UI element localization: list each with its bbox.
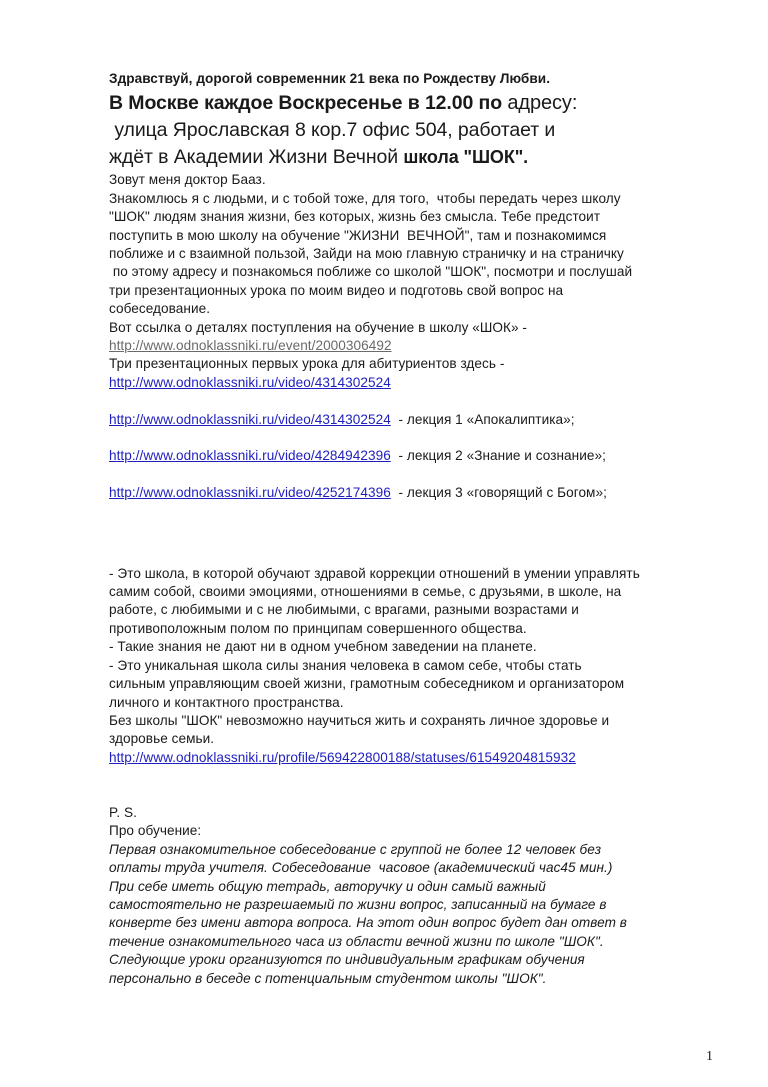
lecture-item: [109, 447, 719, 465]
spacer: [109, 466, 719, 484]
greeting-line: Здравствуй, дорогой современник 21 века по Рождеству Любви.: [109, 71, 551, 86]
school-line: здоровье семьи.: [109, 731, 215, 747]
school-line: личного и контактного пространства.: [109, 694, 344, 710]
academy-line: [109, 144, 719, 171]
ps-line: оплаты труда учителя. Собеседование часовое (академический час45 мин.): [109, 860, 613, 876]
school-name: школа "ШОК".: [403, 147, 529, 168]
presentation-link-line: [109, 374, 719, 392]
presentation-text: Три презентационных первых урока для абитуриентов здесь -: [109, 356, 505, 372]
intro-line: собеседование.: [109, 301, 211, 317]
intro-line: Знакомлюсь я с людьми, и с тобой тоже, для того, чтобы передать через школу: [109, 190, 621, 206]
lecture-title: - лекция 1 «Апокалиптика»;: [390, 411, 575, 427]
school-line: сильным управляющим своей жизни, грамотным собеседником и организатором: [109, 676, 625, 692]
school-line: противоположным полом по принципам совершенного общества.: [109, 620, 527, 636]
spacer: [109, 503, 719, 565]
ps-paragraph: [109, 841, 719, 988]
lecture-item: [109, 411, 719, 429]
address-heading-word: адресу:: [507, 92, 578, 115]
spacer: [109, 767, 719, 804]
spacer: [109, 429, 719, 447]
intro-paragraph: [109, 171, 719, 337]
address-heading: [109, 90, 719, 117]
intro-line: по этому адресу и познакомься поближе со школой "ШОК", посмотри и послушай: [109, 264, 633, 280]
school-line: самим собой, своими эмоциями, отношениями в семье, с друзьями, в школе, на: [109, 584, 622, 600]
ps-line: конверте без имени автора вопроса. На этот один вопрос будет дан ответ в: [109, 915, 627, 931]
document-page: [109, 70, 719, 988]
profile-link-line: [109, 749, 719, 767]
school-line: Без школы "ШОК" невозможно научиться жить и сохранять личное здоровье и: [109, 712, 610, 728]
ps-subtitle: Про обучение:: [109, 823, 202, 839]
intro-line: поближе и с взаимной пользой, Зайди на мою главную страничку и на страничку: [109, 246, 624, 262]
ps-line: персонально в беседе с потенциальным студентом школы "ШОК".: [109, 970, 547, 986]
intro-line: Вот ссылка о деталях поступления на обучение в школу «ШОК» -: [109, 319, 527, 335]
lecture-title: - лекция 2 «Знание и сознание»;: [390, 448, 606, 464]
lecture-link[interactable]: http://www.odnoklassniki.ru/video/4252174396: [109, 485, 391, 501]
lecture-list: [109, 411, 719, 503]
academy-text: ждёт в Академии Жизни Вечной: [109, 146, 404, 169]
address-line: улица Ярославская 8 кор.7 офис 504, работает и: [109, 119, 556, 142]
lecture-link[interactable]: http://www.odnoklassniki.ru/video/4284942396: [109, 448, 391, 464]
profile-link[interactable]: http://www.odnoklassniki.ru/profile/569422800188/statuses/61549204815932: [109, 749, 576, 765]
intro-line: поступить в мою школу на обучение "ЖИЗНИ ВЕЧНОЙ", там и познакомимся: [109, 227, 607, 243]
presentation-link[interactable]: http://www.odnoklassniki.ru/video/4314302524: [109, 374, 391, 390]
lecture-title: - лекция 3 «говорящий с Богом»;: [390, 485, 607, 501]
intro-line: Зовут меня доктор Бааз.: [109, 172, 266, 188]
address-heading-part: В Москве каждое Воскресенье в 12.00 по: [109, 92, 508, 115]
school-line: - Такие знания не дают ни в одном учебном заведении на планете.: [109, 639, 537, 655]
school-line: работе, с любимыми и с не любимыми, с врагами, разными возрастами и: [109, 602, 579, 618]
ps-line: Следующие уроки организуются по индивидуальным графикам обучения: [109, 952, 585, 968]
spacer: [109, 392, 719, 410]
event-link-line: [109, 337, 719, 355]
event-link[interactable]: http://www.odnoklassniki.ru/event/2000306492: [109, 338, 392, 354]
ps-line: течение ознакомительного часа из области вечной жизни по школе "ШОК".: [109, 933, 604, 949]
school-line: - Это уникальная школа силы знания человека в самом себе, чтобы стать: [109, 657, 582, 673]
page-number: 1: [706, 1049, 713, 1064]
intro-line: три презентационных урока по моим видео и подготовь свой вопрос на: [109, 282, 564, 298]
intro-line: "ШОК" людям знания жизни, без которых, жизнь без смысла. Тебе предстоит: [109, 209, 601, 225]
ps-title: P. S.: [109, 804, 137, 820]
ps-line: самостоятельно не разрешаемый по жизни вопрос, записанный на бумаге в: [109, 896, 607, 912]
school-line: - Это школа, в которой обучают здравой коррекции отношений в умении управлять: [109, 565, 640, 581]
lecture-item: [109, 484, 719, 502]
school-paragraph: [109, 565, 719, 749]
lecture-link[interactable]: http://www.odnoklassniki.ru/video/4314302524: [109, 411, 391, 427]
ps-line: При себе иметь общую тетрадь, авторучку и один самый важный: [109, 878, 546, 894]
ps-line: Первая ознакомительное собеседование с группой не более 12 человек без: [109, 841, 602, 857]
